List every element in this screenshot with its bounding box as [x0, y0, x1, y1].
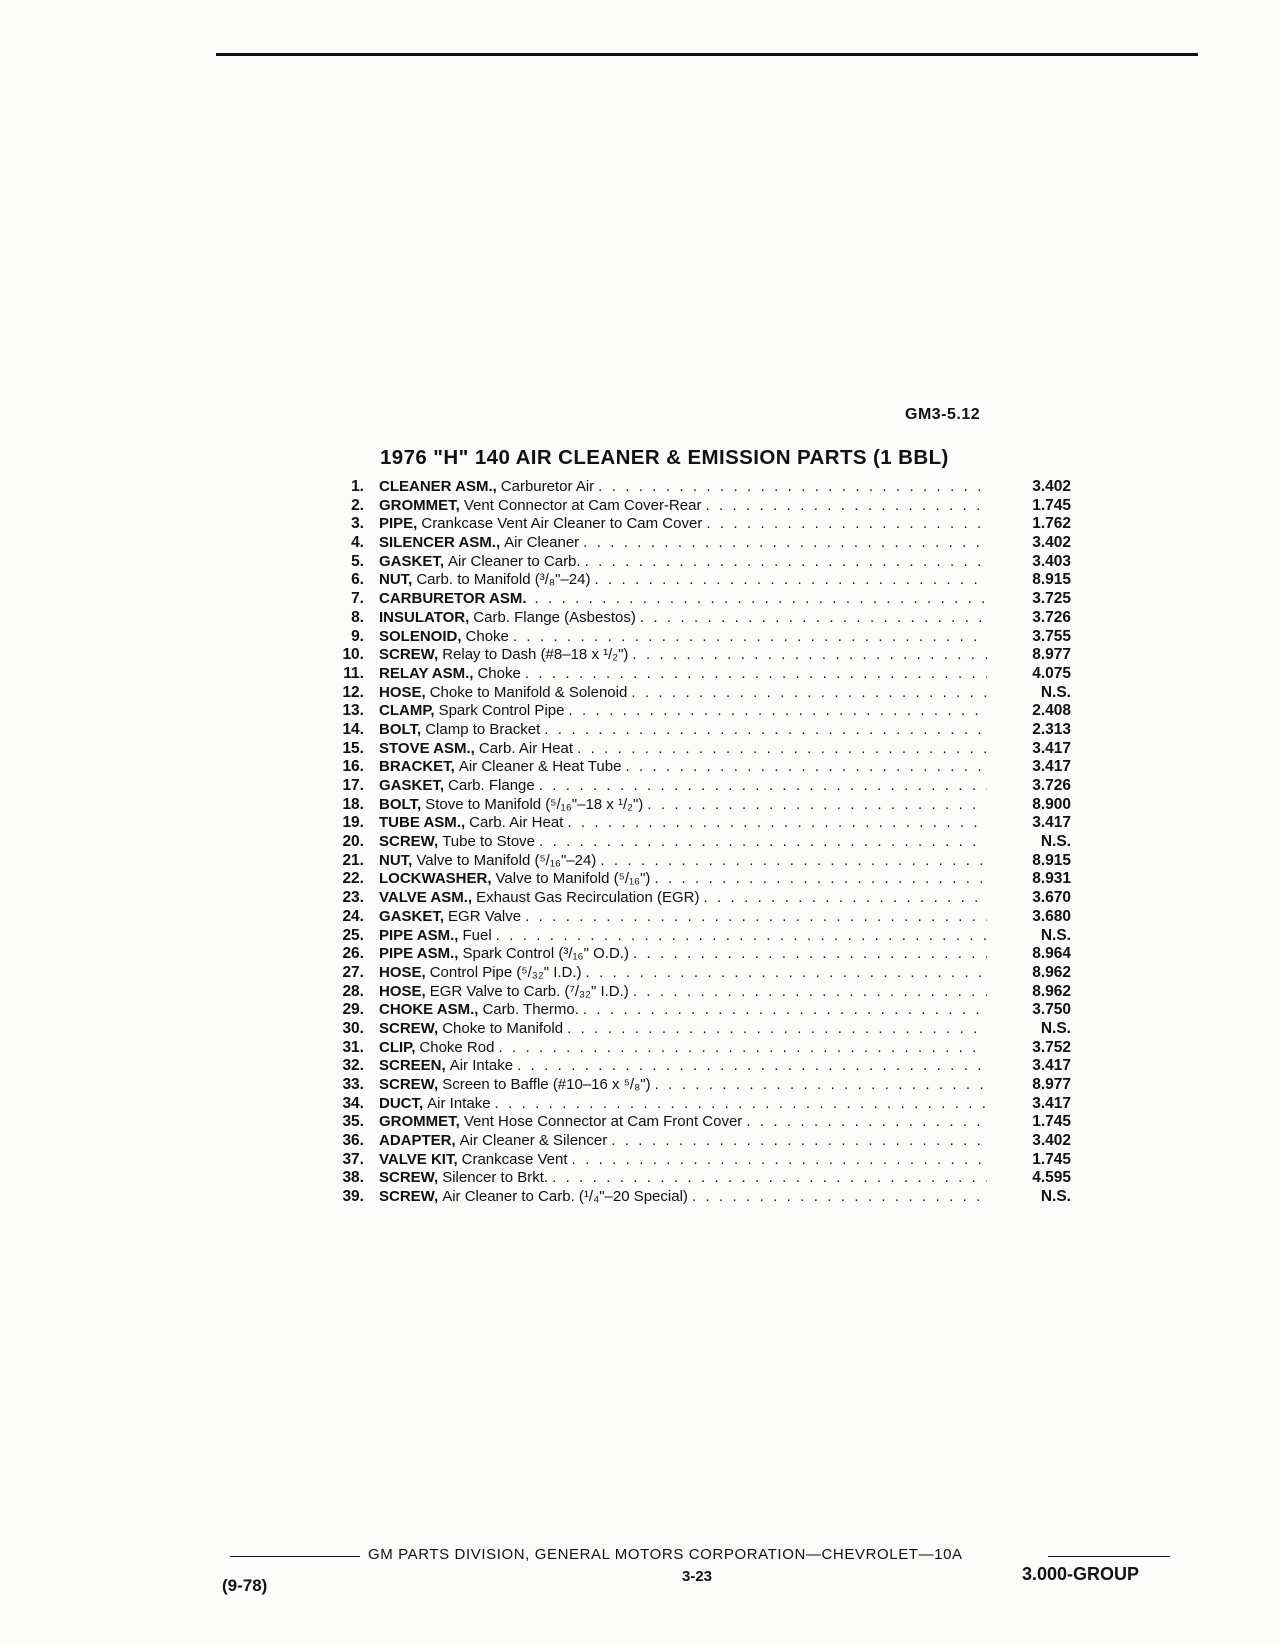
part-description — [379, 571, 987, 590]
part-row — [320, 1057, 1080, 1076]
part-description — [379, 814, 987, 833]
part-detail: Choke — [477, 664, 521, 682]
part-detail: Choke — [465, 627, 509, 645]
part-name: CARBURETOR ASM. — [379, 590, 527, 608]
part-name: BOLT, — [379, 720, 422, 738]
leader-dots — [692, 1188, 987, 1207]
part-description — [379, 1188, 987, 1207]
part-detail: EGR Valve to Carb. (⁷/₃₂" I.D.) — [429, 982, 629, 1000]
item-number: 5. — [351, 552, 364, 570]
part-detail: Spark Control Pipe — [438, 702, 565, 720]
group-number: 3.750 — [1032, 1001, 1071, 1019]
footer-date: (9-78) — [222, 1576, 268, 1595]
top-rule — [216, 53, 1198, 56]
part-row — [320, 852, 1080, 871]
part-description — [379, 590, 987, 609]
item-number: 7. — [351, 590, 364, 608]
part-detail: Choke Rod — [419, 1038, 495, 1056]
part-description — [379, 945, 987, 964]
part-name: HOSE, — [379, 963, 426, 981]
group-number: 8.915 — [1032, 851, 1071, 869]
leader-dots — [746, 1113, 987, 1132]
part-detail: Vent Connector at Cam Cover-Rear — [463, 496, 702, 514]
part-row — [320, 1169, 1080, 1188]
part-row — [320, 590, 1080, 609]
part-description — [379, 628, 987, 647]
part-row — [320, 1039, 1080, 1058]
part-detail: EGR Valve — [448, 907, 522, 925]
group-number: 2.408 — [1032, 702, 1071, 720]
item-number: 33. — [342, 1076, 364, 1093]
leader-dots — [586, 964, 987, 983]
group-number: 3.417 — [1032, 758, 1071, 776]
part-row — [320, 534, 1080, 553]
part-detail: Valve to Manifold (⁵/₁₆"–24) — [416, 851, 597, 869]
page-title: 1976 "H" 140 AIR CLEANER & EMISSION PARTS (1 BBL) — [380, 446, 949, 469]
part-row — [320, 1001, 1080, 1020]
part-name: BOLT, — [379, 795, 422, 813]
group-number: 3.752 — [1032, 1038, 1071, 1056]
part-name: CLAMP, — [379, 702, 435, 720]
part-name: CLEANER ASM., — [379, 478, 497, 495]
part-name: ADAPTER, — [379, 1132, 456, 1150]
item-number: 38. — [342, 1169, 364, 1187]
item-number: 17. — [342, 777, 364, 794]
part-row — [320, 814, 1080, 833]
part-description — [379, 1076, 987, 1095]
part-description — [379, 1151, 987, 1170]
group-number: 1.762 — [1032, 515, 1071, 533]
leader-dots — [647, 796, 987, 815]
part-detail: Tube to Stove — [442, 833, 536, 851]
part-description — [379, 870, 987, 889]
part-name: NUT, — [379, 851, 413, 869]
part-description — [379, 515, 987, 534]
group-number: N.S. — [1040, 833, 1071, 851]
part-name: INSULATOR, — [379, 608, 470, 626]
group-number: N.S. — [1040, 1019, 1071, 1037]
leader-dots — [525, 908, 987, 927]
item-number: 9. — [351, 627, 364, 645]
item-number: 4. — [351, 534, 364, 552]
part-row — [320, 927, 1080, 946]
group-number: 1.745 — [1032, 1113, 1071, 1131]
part-row — [320, 796, 1080, 815]
part-row — [320, 1076, 1080, 1095]
item-number: 8. — [351, 608, 364, 626]
group-number: 3.726 — [1032, 777, 1071, 794]
leader-dots — [525, 665, 987, 684]
part-row — [320, 702, 1080, 721]
part-name: PIPE ASM., — [379, 926, 459, 944]
part-row — [320, 515, 1080, 534]
item-number: 32. — [342, 1057, 364, 1075]
part-name: GASKET, — [379, 777, 445, 794]
group-number: 8.900 — [1032, 795, 1071, 813]
part-description — [379, 684, 987, 703]
part-row — [320, 945, 1080, 964]
group-number: 8.964 — [1032, 945, 1071, 963]
group-number: N.S. — [1040, 926, 1071, 944]
part-name: HOSE, — [379, 982, 426, 1000]
group-number: 3.670 — [1032, 889, 1071, 907]
part-row — [320, 571, 1080, 590]
item-number: 12. — [342, 683, 364, 701]
item-number: 23. — [342, 889, 364, 907]
item-number: 11. — [343, 664, 364, 682]
group-number: 3.726 — [1032, 608, 1071, 626]
part-description — [379, 908, 987, 927]
part-name: SCREW, — [379, 1076, 439, 1093]
part-description — [379, 1095, 987, 1114]
part-row — [320, 870, 1080, 889]
group-number: 3.402 — [1032, 1132, 1071, 1150]
part-name: SCREW, — [379, 1188, 439, 1206]
item-number: 26. — [342, 945, 364, 963]
part-row — [320, 665, 1080, 684]
part-name: TUBE ASM., — [379, 814, 466, 832]
leader-dots — [632, 646, 987, 665]
part-name: DUCT, — [379, 1094, 424, 1112]
part-description — [379, 964, 987, 983]
parts-list — [320, 478, 1080, 1207]
leader-dots — [706, 515, 987, 534]
part-detail: Control Pipe (⁵/₃₂" I.D.) — [429, 963, 582, 981]
item-number: 31. — [342, 1038, 364, 1056]
leader-dots — [567, 814, 987, 833]
page-number: 3-23 — [682, 1568, 713, 1585]
leader-dots — [640, 609, 987, 628]
footer-rule-right — [1048, 1556, 1170, 1557]
part-row — [320, 758, 1080, 777]
part-name: HOSE, — [379, 683, 426, 701]
leader-dots — [611, 1132, 987, 1151]
part-detail: Choke to Manifold — [442, 1019, 564, 1037]
part-row — [320, 1020, 1080, 1039]
part-description — [379, 983, 987, 1002]
part-name: SCREEN, — [379, 1057, 446, 1075]
group-number: 3.417 — [1032, 814, 1071, 832]
leader-dots — [655, 1076, 987, 1095]
part-detail: Silencer to Brkt. — [442, 1169, 549, 1187]
group-number: 8.931 — [1032, 870, 1071, 888]
group-number: 2.313 — [1032, 720, 1071, 738]
group-number: 1.745 — [1032, 496, 1071, 514]
item-number: 34. — [342, 1094, 364, 1112]
part-detail: Air Cleaner & Silencer — [459, 1132, 608, 1150]
group-number: 4.595 — [1032, 1169, 1071, 1187]
group-number: 3.417 — [1032, 1057, 1071, 1075]
leader-dots — [513, 628, 987, 647]
part-name: STOVE ASM., — [379, 739, 475, 757]
leader-dots — [567, 1020, 987, 1039]
group-number: 8.962 — [1032, 982, 1071, 1000]
leader-dots — [631, 684, 987, 703]
part-detail: Air Cleaner to Carb. — [448, 552, 581, 570]
part-name: LOCKWASHER, — [379, 870, 492, 888]
part-row — [320, 1151, 1080, 1170]
part-name: GROMMET, — [379, 1113, 460, 1131]
item-number: 24. — [342, 907, 364, 925]
group-number: 8.915 — [1032, 571, 1071, 589]
part-detail: Crankcase Vent — [461, 1150, 568, 1168]
group-number: N.S. — [1040, 683, 1071, 701]
footer-rule-left — [230, 1556, 360, 1557]
item-number: 20. — [342, 833, 364, 851]
part-name: PIPE ASM., — [379, 945, 459, 963]
part-description — [379, 1113, 987, 1132]
part-row — [320, 609, 1080, 628]
part-name: SCREW, — [379, 833, 439, 851]
part-name: RELAY ASM., — [379, 664, 474, 682]
leader-dots — [552, 1169, 987, 1188]
item-number: 29. — [342, 1001, 364, 1019]
part-row — [320, 1188, 1080, 1207]
part-detail: Carb. to Manifold (³/₈"–24) — [416, 571, 591, 589]
item-number: 35. — [342, 1113, 364, 1131]
item-number: 6. — [351, 571, 364, 589]
figure-reference: GM3-5.12 — [905, 406, 981, 423]
item-number: 25. — [342, 926, 364, 944]
leader-dots — [654, 870, 987, 889]
part-description — [379, 702, 987, 721]
group-number: 8.977 — [1032, 646, 1071, 664]
part-description — [379, 1001, 987, 1020]
part-name: VALVE ASM., — [379, 889, 473, 907]
leader-dots — [583, 534, 987, 553]
leader-dots — [496, 927, 987, 946]
footer-publisher: GM PARTS DIVISION, GENERAL MOTORS CORPORATION—CHEVROLET—10A — [368, 1546, 963, 1563]
leader-dots — [594, 571, 987, 590]
group-number: 8.977 — [1032, 1076, 1071, 1093]
part-row — [320, 646, 1080, 665]
part-description — [379, 1169, 987, 1188]
part-description — [379, 1057, 987, 1076]
leader-dots — [600, 852, 987, 871]
group-number: 3.417 — [1032, 1094, 1071, 1112]
part-description — [379, 889, 987, 908]
part-detail: Vent Hose Connector at Cam Front Cover — [463, 1113, 743, 1131]
part-name: SCREW, — [379, 1019, 439, 1037]
part-detail: Carb. Thermo. — [482, 1001, 579, 1019]
part-row — [320, 1095, 1080, 1114]
part-row — [320, 740, 1080, 759]
group-number: 1.745 — [1032, 1150, 1071, 1168]
part-description — [379, 497, 987, 516]
group-number: 3.402 — [1032, 478, 1071, 495]
part-description — [379, 833, 987, 852]
part-description — [379, 796, 987, 815]
group-number: N.S. — [1040, 1188, 1071, 1206]
part-description — [379, 646, 987, 665]
leader-dots — [633, 945, 987, 964]
part-row — [320, 478, 1080, 497]
item-number: 2. — [351, 496, 364, 514]
item-number: 14. — [342, 720, 364, 738]
group-number: 3.417 — [1032, 739, 1071, 757]
part-detail: Crankcase Vent Air Cleaner to Cam Cover — [421, 515, 703, 533]
part-detail: Air Cleaner — [504, 534, 580, 552]
leader-dots — [577, 740, 987, 759]
part-name: NUT, — [379, 571, 413, 589]
leader-dots — [705, 497, 987, 516]
part-description — [379, 927, 987, 946]
part-row — [320, 908, 1080, 927]
group-number: 3.755 — [1032, 627, 1071, 645]
part-detail: Carb. Air Heat — [478, 739, 574, 757]
part-name: SOLENOID, — [379, 627, 462, 645]
item-number: 22. — [342, 870, 364, 888]
part-row — [320, 1113, 1080, 1132]
item-number: 21. — [342, 851, 364, 869]
item-number: 18. — [342, 795, 364, 813]
item-number: 15. — [342, 739, 364, 757]
part-detail: Clamp to Bracket — [425, 720, 541, 738]
leader-dots — [568, 702, 987, 721]
part-description — [379, 721, 987, 740]
item-number: 16. — [342, 758, 364, 776]
item-number: 13. — [342, 702, 364, 720]
item-number: 27. — [342, 963, 364, 981]
part-row — [320, 1132, 1080, 1151]
part-description — [379, 665, 987, 684]
part-row — [320, 889, 1080, 908]
part-name: VALVE KIT, — [379, 1150, 458, 1168]
group-number: 4.075 — [1032, 664, 1071, 682]
part-detail: Carb. Flange — [448, 777, 535, 794]
leader-dots — [539, 777, 987, 796]
leader-dots — [495, 1095, 987, 1114]
part-detail: Air Cleaner to Carb. (¹/₄"–20 Special) — [442, 1188, 688, 1206]
leader-dots — [539, 833, 987, 852]
part-description — [379, 478, 987, 497]
part-detail: Fuel — [462, 926, 492, 944]
leader-dots — [703, 889, 987, 908]
group-number: 3.402 — [1032, 534, 1071, 552]
part-detail: Air Cleaner & Heat Tube — [458, 758, 622, 776]
part-name: SCREW, — [379, 646, 439, 664]
part-description — [379, 609, 987, 628]
part-detail: Screen to Baffle (#10–16 x ⁵/₈") — [442, 1076, 651, 1093]
part-name: BRACKET, — [379, 758, 455, 776]
footer-group: 3.000-GROUP — [1022, 1564, 1140, 1584]
group-number: 3.725 — [1032, 590, 1071, 608]
part-detail: Relay to Dash (#8–18 x ¹/₂") — [442, 646, 629, 664]
part-name: GROMMET, — [379, 496, 460, 514]
part-description — [379, 534, 987, 553]
part-description — [379, 852, 987, 871]
leader-dots — [583, 1001, 987, 1020]
part-row — [320, 553, 1080, 572]
part-description — [379, 777, 987, 796]
group-number: 8.962 — [1032, 963, 1071, 981]
part-detail: Air Intake — [427, 1094, 491, 1112]
part-detail: Carburetor Air — [500, 478, 595, 495]
part-description — [379, 1020, 987, 1039]
part-name: GASKET, — [379, 552, 445, 570]
part-name: CLIP, — [379, 1038, 416, 1056]
item-number: 1. — [351, 478, 364, 495]
part-description — [379, 1132, 987, 1151]
part-name: SCREW, — [379, 1169, 439, 1187]
part-detail: Air Intake — [449, 1057, 514, 1075]
group-number: 3.403 — [1032, 552, 1071, 570]
leader-dots — [572, 1151, 987, 1170]
part-detail: Spark Control (³/₁₆" O.D.) — [462, 945, 629, 963]
leader-dots — [633, 983, 987, 1002]
part-detail: Carb. Air Heat — [469, 814, 564, 832]
part-name: CHOKE ASM., — [379, 1001, 479, 1019]
part-row — [320, 983, 1080, 1002]
part-row — [320, 964, 1080, 983]
part-detail: Valve to Manifold (⁵/₁₆") — [495, 870, 651, 888]
part-detail: Choke to Manifold & Solenoid — [429, 683, 628, 701]
part-description — [379, 1039, 987, 1058]
item-number: 19. — [342, 814, 364, 832]
leader-dots — [535, 590, 987, 609]
leader-dots — [498, 1039, 987, 1058]
item-number: 3. — [351, 515, 364, 533]
part-row — [320, 628, 1080, 647]
part-name: SILENCER ASM., — [379, 534, 501, 552]
part-name: GASKET, — [379, 907, 445, 925]
part-detail: Stove to Manifold (⁵/₁₆"–18 x ¹/₂") — [425, 795, 644, 813]
item-number: 28. — [342, 982, 364, 1000]
item-number: 10. — [342, 646, 364, 664]
leader-dots — [625, 758, 987, 777]
part-name: PIPE, — [379, 515, 418, 533]
leader-dots — [598, 478, 987, 497]
part-row — [320, 684, 1080, 703]
part-description — [379, 740, 987, 759]
part-row — [320, 777, 1080, 796]
leader-dots — [544, 721, 987, 740]
part-row — [320, 833, 1080, 852]
group-number: 3.680 — [1032, 907, 1071, 925]
part-description — [379, 758, 987, 777]
part-row — [320, 721, 1080, 740]
item-number: 37. — [342, 1150, 364, 1168]
part-detail: Exhaust Gas Recirculation (EGR) — [476, 889, 700, 907]
leader-dots — [585, 553, 987, 572]
item-number: 36. — [342, 1132, 364, 1150]
part-description — [379, 553, 987, 572]
leader-dots — [517, 1057, 987, 1076]
part-row — [320, 497, 1080, 516]
item-number: 30. — [342, 1019, 364, 1037]
item-number: 39. — [342, 1188, 364, 1206]
part-detail: Carb. Flange (Asbestos) — [473, 608, 636, 626]
